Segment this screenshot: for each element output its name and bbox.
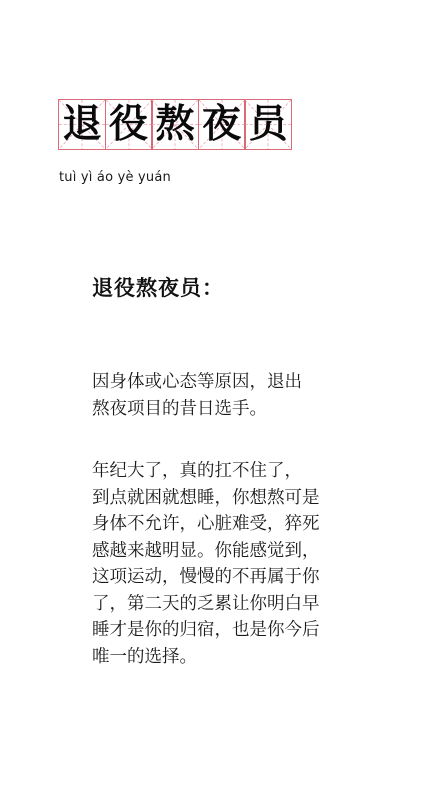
term-heading: 退役熬夜员： — [92, 276, 224, 300]
paragraph-line: 了，第二天的乏累让你明白早 — [92, 593, 320, 614]
description-paragraph — [92, 458, 352, 670]
paragraph-line: 身体不允许，心脏难受，猝死 — [92, 514, 320, 534]
title-char: 退 — [62, 102, 102, 147]
grid-cell — [105, 99, 153, 150]
grid-cell — [198, 99, 246, 150]
title-char: 夜 — [201, 102, 241, 147]
title-grid — [58, 99, 291, 150]
paragraph-line: 这项运动，慢慢的不再属于你 — [92, 567, 320, 587]
paragraph-line: 因身体或心态等原因，退出 — [92, 372, 302, 392]
definition-paragraph — [92, 369, 352, 422]
grid-cell — [58, 99, 106, 150]
title-char: 员 — [248, 102, 288, 147]
paragraph-line: 感越来越明显。你能感觉到， — [92, 540, 320, 561]
paragraph-line: 到点就困就想睡，你想熬可是 — [92, 487, 320, 508]
title-pinyin: tuì yì áo yè yuán — [59, 170, 171, 185]
paragraph-line: 睡才是你的归宿，也是你今后 — [92, 620, 320, 640]
paragraph-line: 熬夜项目的昔日选手。 — [92, 398, 267, 419]
paragraph-line: 唯一的选择。 — [92, 646, 197, 667]
title-char: 役 — [108, 102, 148, 147]
grid-cell — [244, 99, 292, 150]
grid-cell — [151, 99, 199, 150]
paragraph-line: 年纪大了，真的扛不住了， — [92, 461, 302, 481]
title-char: 熬 — [155, 102, 195, 147]
